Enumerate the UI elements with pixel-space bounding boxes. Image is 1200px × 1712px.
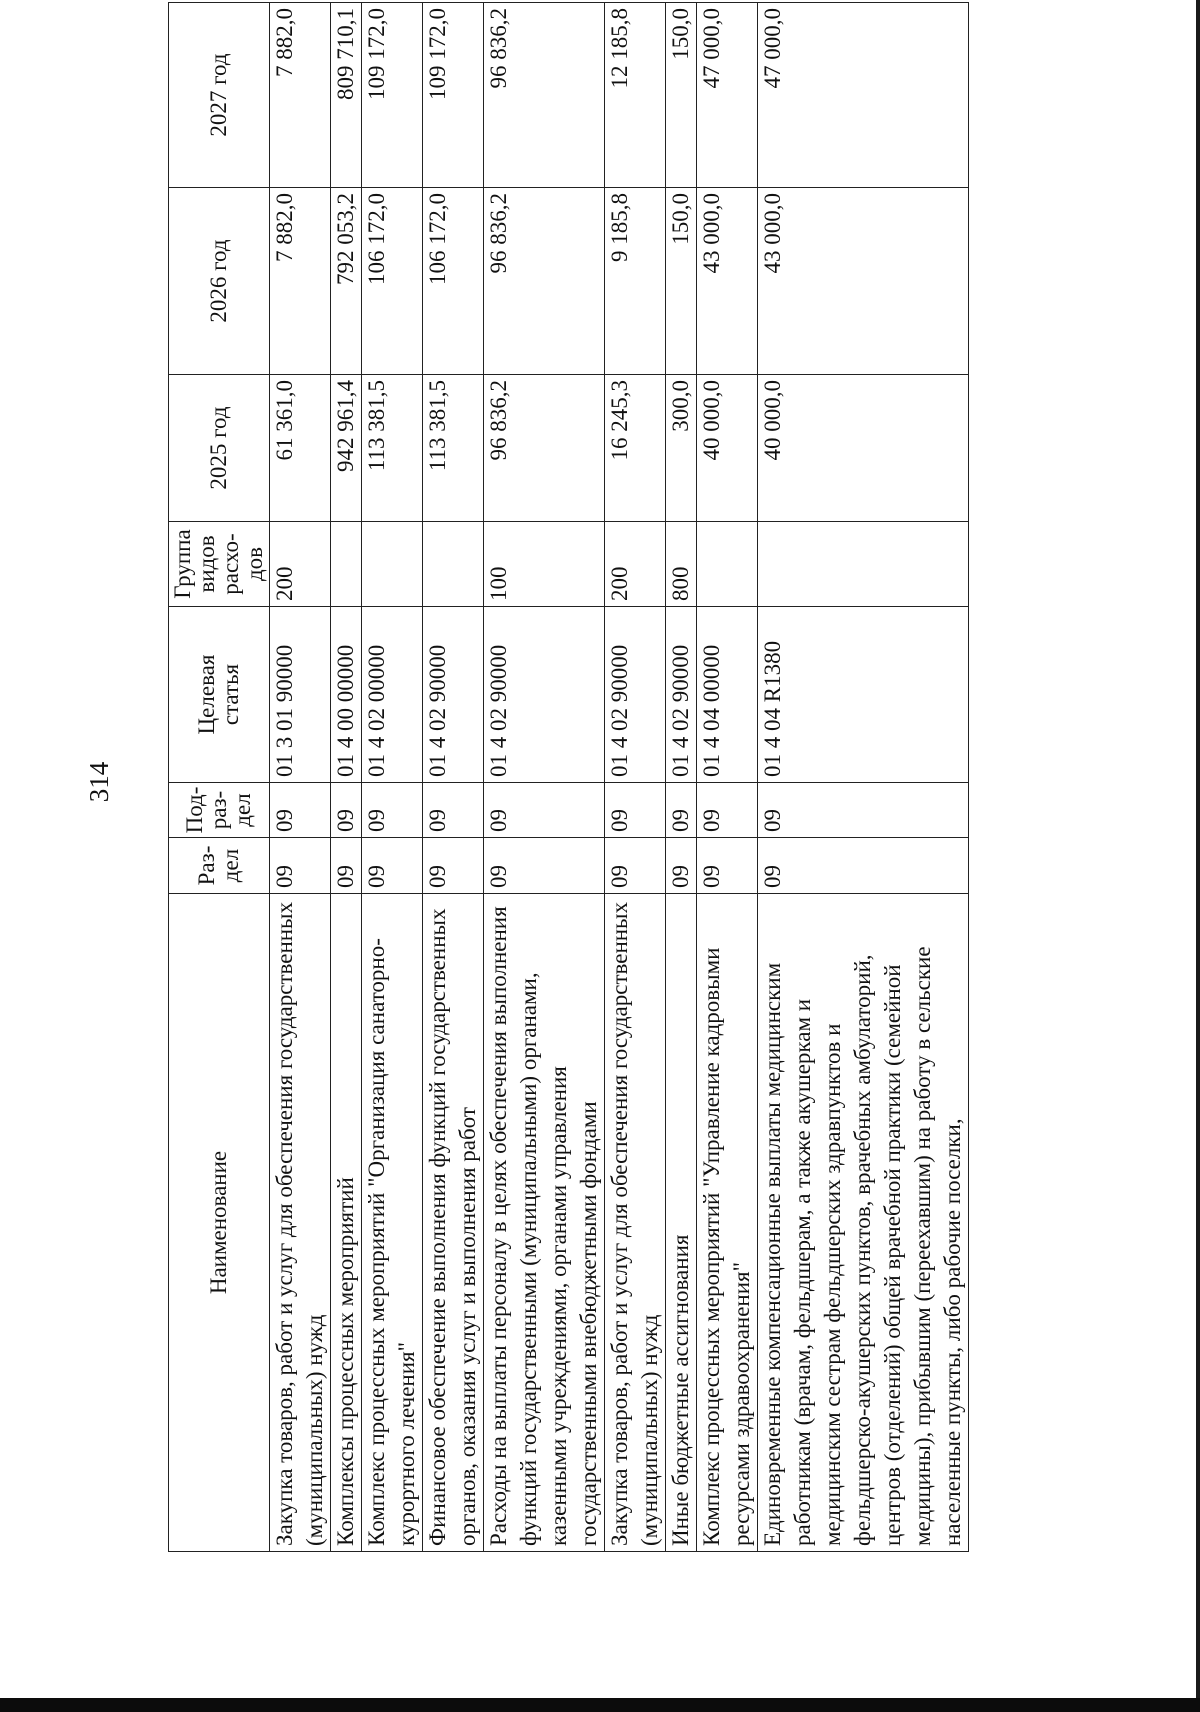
row-name: Закупка товаров, работ и услуг для обеспечения государственных (муниципальных) нужд [605,894,666,1552]
row-gruppa: 200 [605,522,666,607]
row-celevaya: 01 4 00 00000 [331,607,362,783]
row-2025: 300,0 [666,375,697,522]
header-gruppa: Группа видов расхо- дов [169,522,270,607]
row-razdel: 09 [270,838,331,894]
row-celevaya: 01 4 02 90000 [666,607,697,783]
row-podrazdel: 09 [362,783,423,838]
header-2025: 2025 год [169,375,270,522]
header-celevaya: Целевая статья [169,607,270,783]
table-row [331,3,362,1552]
table-row [605,3,666,1552]
row-gruppa [697,522,758,607]
row-2027: 12 185,8 [605,3,666,188]
page-number: 314 [84,761,114,803]
row-gruppa [423,522,484,607]
row-podrazdel: 09 [666,783,697,838]
row-razdel: 09 [697,838,758,894]
row-razdel: 09 [484,838,605,894]
row-2025: 16 245,3 [605,375,666,522]
row-celevaya: 01 4 02 00000 [362,607,423,783]
row-2025: 40 000,0 [697,375,758,522]
row-razdel: 09 [362,838,423,894]
table-row [484,3,605,1552]
table-row [270,3,331,1552]
table-header-row [169,3,270,1552]
row-name: Расходы на выплаты персоналу в целях обеспечения выполнения функций государственными (муниципальными) органами, казенными учреждениями, органами управления государственными внебюджетными фондами [484,894,605,1552]
row-2025: 113 381,5 [423,375,484,522]
row-2026: 43 000,0 [697,188,758,375]
row-2027: 47 000,0 [697,3,758,188]
budget-table [168,2,969,1552]
row-2027: 109 172,0 [362,3,423,188]
row-podrazdel: 09 [605,783,666,838]
row-2026: 9 185,8 [605,188,666,375]
row-gruppa [362,522,423,607]
table-row [423,3,484,1552]
row-2026: 106 172,0 [362,188,423,375]
row-celevaya: 01 4 04 R1380 [758,607,969,783]
row-2025: 113 381,5 [362,375,423,522]
row-gruppa [331,522,362,607]
table-row [362,3,423,1552]
row-razdel: 09 [758,838,969,894]
row-2025: 61 361,0 [270,375,331,522]
row-2027: 96 836,2 [484,3,605,188]
row-name: Закупка товаров, работ и услуг для обеспечения государственных (муниципальных) нужд [270,894,331,1552]
row-gruppa: 200 [270,522,331,607]
row-name: Комплексы процессных мероприятий [331,894,362,1552]
row-2027: 150,0 [666,3,697,188]
row-razdel: 09 [423,838,484,894]
row-razdel: 09 [605,838,666,894]
row-2026: 792 053,2 [331,188,362,375]
row-celevaya: 01 4 02 90000 [605,607,666,783]
header-2026: 2026 год [169,188,270,375]
row-2025: 40 000,0 [758,375,969,522]
header-name: Наименование [169,894,270,1552]
row-podrazdel: 09 [331,783,362,838]
row-celevaya: 01 3 01 90000 [270,607,331,783]
row-2025: 942 961,4 [331,375,362,522]
row-gruppa: 100 [484,522,605,607]
row-name: Иные бюджетные ассигнования [666,894,697,1552]
row-2025: 96 836,2 [484,375,605,522]
row-2027: 109 172,0 [423,3,484,188]
row-podrazdel: 09 [270,783,331,838]
row-2026: 106 172,0 [423,188,484,375]
row-gruppa [758,522,969,607]
row-podrazdel: 09 [423,783,484,838]
row-celevaya: 01 4 02 90000 [423,607,484,783]
header-2027: 2027 год [169,3,270,188]
header-razdel: Раз- дел [169,838,270,894]
row-2026: 150,0 [666,188,697,375]
row-2027: 47 000,0 [758,3,969,188]
header-podrazdel: Под- раз- дел [169,783,270,838]
row-celevaya: 01 4 02 90000 [484,607,605,783]
row-2026: 96 836,2 [484,188,605,375]
row-gruppa: 800 [666,522,697,607]
table-row [697,3,758,1552]
row-podrazdel: 09 [758,783,969,838]
table-row [666,3,697,1552]
row-name: Финансовое обеспечение выполнения функций государственных органов, оказания услуг и выполнения работ [423,894,484,1552]
row-2027: 809 710,1 [331,3,362,188]
row-2027: 7 882,0 [270,3,331,188]
row-2026: 43 000,0 [758,188,969,375]
row-name: Комплекс процессных мероприятий "Управление кадровыми ресурсами здравоохранения" [697,894,758,1552]
row-2026: 7 882,0 [270,188,331,375]
row-name: Единовременные компенсационные выплаты медицинским работникам (врачам, фельдшерам, а также акушеркам и медицинским сестрам фельдшерских здравпунктов и фельдшерско-акушерских пунктов, врачебных амбулаторий, центров (отделений) общей врачебной практики (семейной медицины), прибывшим (переехавшим) на работу в сельские населенные пункты, либо рабочие поселки, [758,894,969,1552]
row-name: Комплекс процессных мероприятий "Организация санаторно-курортного лечения" [362,894,423,1552]
row-podrazdel: 09 [697,783,758,838]
row-razdel: 09 [331,838,362,894]
row-celevaya: 01 4 04 00000 [697,607,758,783]
row-razdel: 09 [666,838,697,894]
row-podrazdel: 09 [484,783,605,838]
table-row [758,3,969,1552]
